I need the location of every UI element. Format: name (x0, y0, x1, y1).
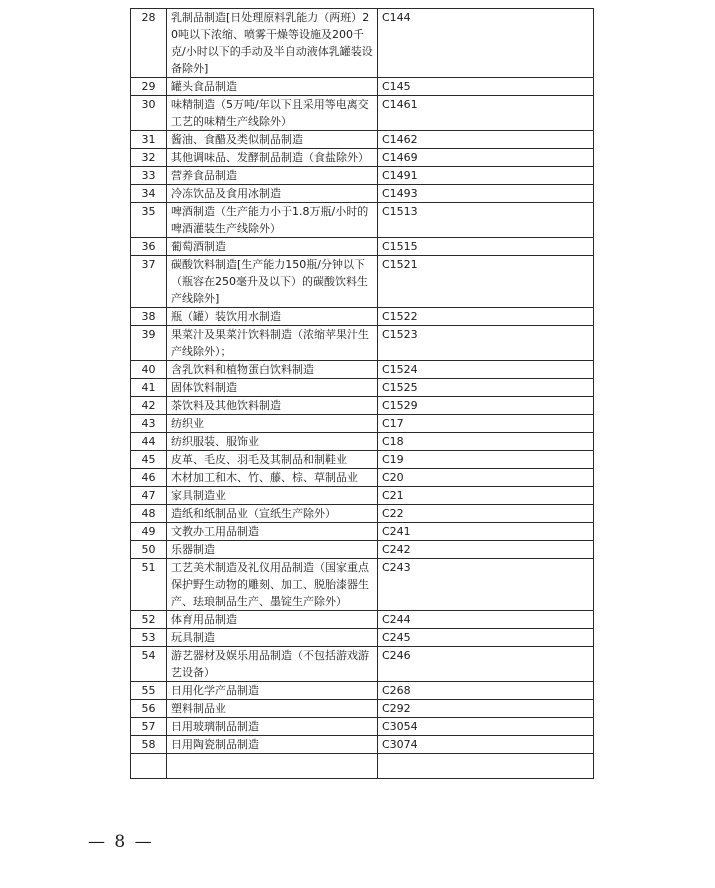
industry-code: C18 (378, 433, 594, 451)
industry-code: C19 (378, 451, 594, 469)
table-row (131, 78, 594, 96)
table-row (131, 433, 594, 451)
industry-code: C242 (378, 541, 594, 559)
industry-code: C1523 (378, 326, 594, 361)
industry-table (130, 8, 594, 779)
industry-name: 其他调味品、发酵制品制造（食盐除外） (167, 149, 378, 167)
industry-name: 玩具制造 (167, 629, 378, 647)
row-number: 52 (131, 611, 167, 629)
table-row (131, 203, 594, 238)
row-number: 31 (131, 131, 167, 149)
page-number: — 8 — (88, 832, 154, 852)
table-row (131, 238, 594, 256)
industry-name: 日用化学产品制造 (167, 682, 378, 700)
table-row (131, 682, 594, 700)
row-number: 49 (131, 523, 167, 541)
table-row (131, 629, 594, 647)
row-number: 56 (131, 700, 167, 718)
row-number: 57 (131, 718, 167, 736)
industry-code: C20 (378, 469, 594, 487)
industry-code: C245 (378, 629, 594, 647)
table-row (131, 541, 594, 559)
industry-name: 乳制品制造[日处理原料乳能力（两班）20吨以下浓缩、喷雾干燥等设施及200千克/小时以下的手动及半自动液体乳罐装设备除外] (167, 9, 378, 78)
row-number: 34 (131, 185, 167, 203)
industry-code: C1513 (378, 203, 594, 238)
industry-name: 纺织服装、服饰业 (167, 433, 378, 451)
row-number: 43 (131, 415, 167, 433)
table-row (131, 308, 594, 326)
table-row (131, 9, 594, 78)
table-row (131, 397, 594, 415)
row-number: 58 (131, 736, 167, 754)
industry-code: C21 (378, 487, 594, 505)
row-number: 53 (131, 629, 167, 647)
industry-code: C3054 (378, 718, 594, 736)
table-row-empty (131, 754, 594, 779)
industry-name: 葡萄酒制造 (167, 238, 378, 256)
industry-name: 工艺美术制造及礼仪用品制造（国家重点保护野生动物的雕刻、加工、脱胎漆器生产、珐琅制品生产、墨锭生产除外） (167, 559, 378, 611)
industry-code: C246 (378, 647, 594, 682)
table-row (131, 256, 594, 308)
industry-name: 冷冻饮品及食用冰制造 (167, 185, 378, 203)
industry-code: C244 (378, 611, 594, 629)
industry-code: C1469 (378, 149, 594, 167)
row-number: 29 (131, 78, 167, 96)
table-row (131, 96, 594, 131)
table-body (131, 9, 594, 779)
industry-name: 纺织业 (167, 415, 378, 433)
industry-name: 营养食品制造 (167, 167, 378, 185)
row-number: 42 (131, 397, 167, 415)
industry-name: 啤酒制造（生产能力小于1.8万瓶/小时的啤酒灌装生产线除外） (167, 203, 378, 238)
industry-code: C22 (378, 505, 594, 523)
row-number: 37 (131, 256, 167, 308)
row-number: 36 (131, 238, 167, 256)
industry-name: 木材加工和木、竹、藤、棕、草制品业 (167, 469, 378, 487)
empty-cell (378, 754, 594, 779)
industry-code: C1522 (378, 308, 594, 326)
table-row (131, 167, 594, 185)
industry-name: 日用陶瓷制品制造 (167, 736, 378, 754)
row-number: 39 (131, 326, 167, 361)
industry-code: C241 (378, 523, 594, 541)
industry-code: C1524 (378, 361, 594, 379)
table-row (131, 700, 594, 718)
row-number: 30 (131, 96, 167, 131)
row-number: 50 (131, 541, 167, 559)
row-number: 32 (131, 149, 167, 167)
table-row (131, 469, 594, 487)
table-row (131, 379, 594, 397)
industry-name: 碳酸饮料制造[生产能力150瓶/分钟以下（瓶容在250毫升及以下）的碳酸饮料生产线除外] (167, 256, 378, 308)
industry-name: 酱油、食醋及类似制品制造 (167, 131, 378, 149)
table-row (131, 326, 594, 361)
industry-name: 皮革、毛皮、羽毛及其制品和制鞋业 (167, 451, 378, 469)
row-number: 35 (131, 203, 167, 238)
industry-code: C1493 (378, 185, 594, 203)
table-row (131, 361, 594, 379)
industry-code: C1491 (378, 167, 594, 185)
industry-name: 体育用品制造 (167, 611, 378, 629)
industry-code: C1521 (378, 256, 594, 308)
row-number: 44 (131, 433, 167, 451)
industry-name: 果菜汁及果菜汁饮料制造（浓缩苹果汁生产线除外）； (167, 326, 378, 361)
industry-name: 固体饮料制造 (167, 379, 378, 397)
row-number: 46 (131, 469, 167, 487)
industry-code: C3074 (378, 736, 594, 754)
industry-code: C1515 (378, 238, 594, 256)
industry-name: 含乳饮料和植物蛋白饮料制造 (167, 361, 378, 379)
industry-name: 茶饮料及其他饮料制造 (167, 397, 378, 415)
table-row (131, 647, 594, 682)
industry-code: C268 (378, 682, 594, 700)
table-row (131, 149, 594, 167)
industry-code: C1461 (378, 96, 594, 131)
industry-code: C1525 (378, 379, 594, 397)
table-row (131, 185, 594, 203)
table-row (131, 505, 594, 523)
table-row (131, 559, 594, 611)
row-number: 28 (131, 9, 167, 78)
industry-name: 游艺器材及娱乐用品制造（不包括游戏游艺设备） (167, 647, 378, 682)
industry-name: 造纸和纸制品业（宣纸生产除外） (167, 505, 378, 523)
industry-name: 家具制造业 (167, 487, 378, 505)
industry-name: 瓶（罐）装饮用水制造 (167, 308, 378, 326)
table-row (131, 736, 594, 754)
industry-code: C17 (378, 415, 594, 433)
industry-code: C145 (378, 78, 594, 96)
row-number: 38 (131, 308, 167, 326)
row-number: 51 (131, 559, 167, 611)
industry-code: C292 (378, 700, 594, 718)
row-number: 40 (131, 361, 167, 379)
row-number: 47 (131, 487, 167, 505)
industry-name: 乐器制造 (167, 541, 378, 559)
table-row (131, 523, 594, 541)
industry-name: 塑料制品业 (167, 700, 378, 718)
row-number: 41 (131, 379, 167, 397)
empty-cell (131, 754, 167, 779)
table-row (131, 415, 594, 433)
table-row (131, 718, 594, 736)
table-row (131, 451, 594, 469)
row-number: 48 (131, 505, 167, 523)
empty-cell (167, 754, 378, 779)
row-number: 55 (131, 682, 167, 700)
industry-name: 罐头食品制造 (167, 78, 378, 96)
table-row (131, 487, 594, 505)
industry-code: C144 (378, 9, 594, 78)
industry-name: 文教办工用品制造 (167, 523, 378, 541)
row-number: 54 (131, 647, 167, 682)
industry-name: 味精制造（5万吨/年以下且采用等电离交工艺的味精生产线除外） (167, 96, 378, 131)
row-number: 45 (131, 451, 167, 469)
industry-code: C1462 (378, 131, 594, 149)
table-row (131, 131, 594, 149)
industry-code: C1529 (378, 397, 594, 415)
row-number: 33 (131, 167, 167, 185)
table-row (131, 611, 594, 629)
industry-code: C243 (378, 559, 594, 611)
industry-name: 日用玻璃制品制造 (167, 718, 378, 736)
